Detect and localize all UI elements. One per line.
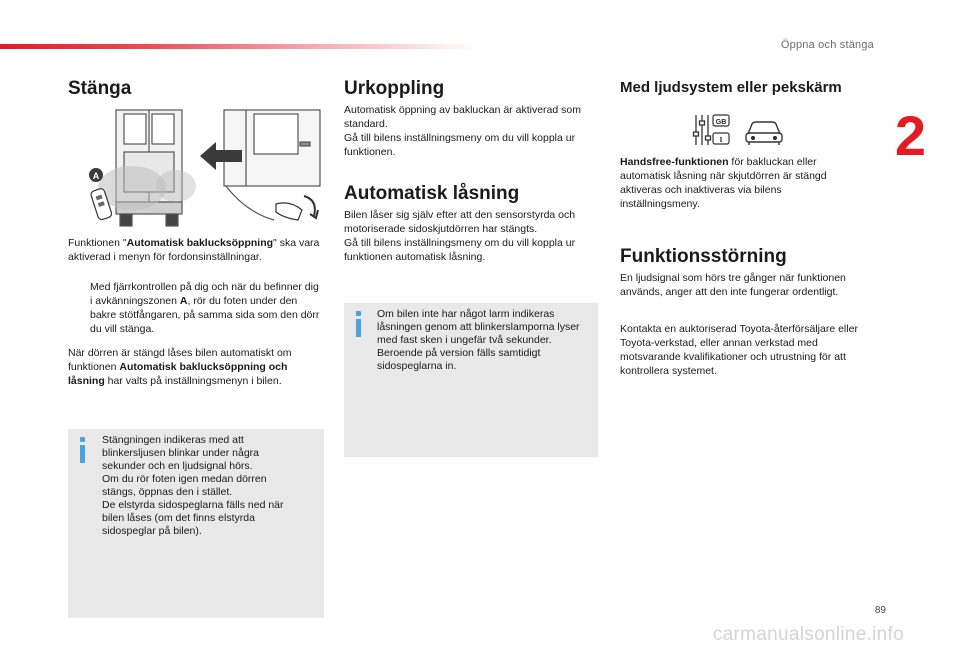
header-accent-bar: [0, 44, 480, 49]
info-text-closing: Stängningen indikeras med att blinkersljusen blinkar under några sekunder och en ljudsignal hörs. Om du rör foten igen medan dörren stängs, öppnas den i stället. De elstyrda sidospeglarna fälls ned när bilen låses (om det finns elstyrda sidospeglar på bilen).: [102, 434, 284, 537]
page-number: 89: [874, 605, 886, 616]
info-icon: [80, 437, 89, 463]
section-heading-ljudsystem: Med ljudsystem eller pekskärm: [620, 79, 842, 96]
language-badge-icon: [713, 115, 729, 144]
info-box-locking: [344, 303, 598, 457]
chapter-title: Öppna och stänga: [780, 39, 874, 51]
watermark: carmanualsonline.info: [712, 624, 904, 645]
section-heading-stanga: Stänga: [68, 78, 132, 99]
paragraph-funktionsstorning: En ljudsignal som hörs tre gånger när funktionen används, anger att den inte fungerar ordentligt.: [620, 272, 846, 298]
info-icon: [356, 311, 365, 337]
paragraph-automatisk-lasning: Bilen låser sig själv efter att den sensorstyrda och motoriserade sidoskjutdörren har stängts. Gå till bilens inställningsmeny om du vill koppla ur funktionen automatisk låsning.: [344, 209, 576, 263]
foot-icon: [276, 196, 318, 220]
chapter-number: 2: [894, 104, 926, 167]
tailgate-illustration: [76, 108, 322, 230]
bullet-item-foot-gesture: Med fjärrkontrollen på dig och när du befinner dig i avkänningszonen A, rör du foten under den bakre stötfångaren, på samma sida som den dörr du vill stänga.: [90, 281, 320, 335]
svg-text:I: I: [719, 136, 723, 144]
paragraph-auto-lock: När dörren är stängd låses bilen automatiskt om funktionen Automatisk baklucksöppning och låsning har valts på inställningsmenyn i bilen.: [68, 347, 292, 387]
car-icon: [746, 122, 782, 145]
paragraph-handsfree: Handsfree-funktionen för bakluckan eller automatisk låsning när skjutdörren är stängd aktiveras och inaktiveras via bilens inställningsmeny.: [620, 156, 827, 210]
section-heading-urkoppling: Urkoppling: [344, 78, 445, 99]
settings-icons: [692, 112, 792, 148]
info-text-locking: Om bilen inte har något larm indikeras låsningen genom att blinkerslamporna lyser med fast sken i ungefär två sekunder. Beroende på version fälls samtidigt sidospeglarna in.: [377, 308, 580, 372]
sliders-icon: [694, 115, 711, 145]
zone-label-a: A: [92, 171, 100, 181]
svg-text:GB: GB: [715, 119, 727, 126]
paragraph-urkoppling: Automatisk öppning av bakluckan är aktiverad som standard. Gå till bilens inställningsmeny om du vill koppla ur funktionen.: [344, 104, 581, 158]
paragraph-kontakta: Kontakta en auktoriserad Toyota-återförsäljare eller Toyota-verkstad, eller annan verkstad med motsvarande kvalifikationer och utrustning för att kontrollera systemet.: [620, 323, 858, 377]
info-box-closing: [68, 429, 324, 618]
section-heading-funktionsstorning: Funktionsstörning: [620, 246, 787, 267]
paragraph-activation: Funktionen "Automatisk baklucksöppning" ska vara aktiverad i menyn för fordonsinställningar.: [68, 237, 320, 263]
side-door-view: [224, 110, 320, 220]
section-heading-automatisk-lasning: Automatisk låsning: [344, 183, 520, 204]
